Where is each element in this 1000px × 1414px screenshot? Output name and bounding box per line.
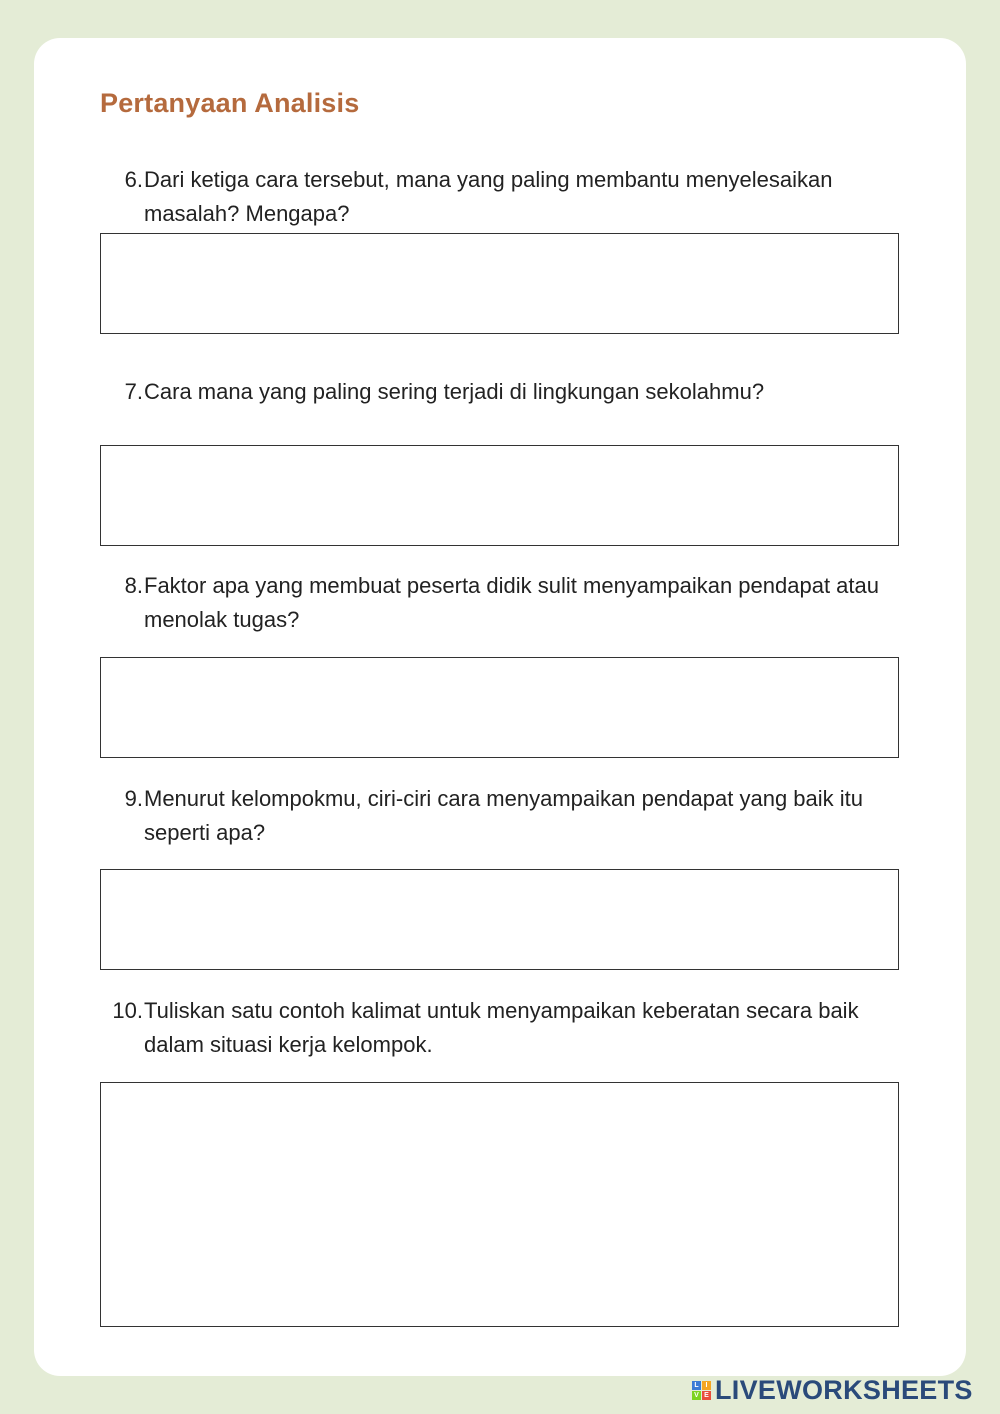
brand-name: LIVEWORKSHEETS: [715, 1374, 973, 1405]
question-text: Dari ketiga cara tersebut, mana yang paling membantu menyelesaikan masalah? Mengapa?: [144, 167, 833, 226]
answer-box-10[interactable]: [100, 1082, 899, 1327]
question-number: 6.: [124, 167, 143, 192]
liveworksheets-logo-icon: [692, 1381, 711, 1400]
answer-box-9[interactable]: [100, 869, 899, 970]
question-text: Menurut kelompokmu, ciri-ciri cara menyampaikan pendapat yang baik itu seperti apa?: [144, 786, 864, 845]
question-number: 7.: [124, 379, 143, 404]
question-text: Faktor apa yang membuat peserta didik sulit menyampaikan pendapat atau menolak tugas?: [144, 573, 879, 632]
logo-letter: I: [702, 1381, 711, 1390]
question-text: Cara mana yang paling sering terjadi di lingkungan sekolahmu?: [144, 379, 765, 404]
question-text: Tuliskan satu contoh kalimat untuk menyampaikan keberatan secara baik dalam situasi kerja kelompok.: [144, 998, 859, 1057]
logo-letter: V: [692, 1391, 701, 1400]
question-number: 8.: [124, 573, 143, 598]
logo-letter: L: [692, 1381, 701, 1390]
answer-box-7[interactable]: [100, 445, 899, 546]
answer-box-8[interactable]: [100, 657, 899, 758]
question-9: [100, 782, 900, 850]
section-title: Pertanyaan Analisis: [100, 88, 360, 118]
answer-box-6[interactable]: [100, 233, 899, 334]
question-number: 9.: [124, 786, 143, 811]
question-6: [100, 163, 900, 231]
question-7: [100, 375, 900, 409]
liveworksheets-brand: [692, 1376, 973, 1404]
question-10: [100, 994, 900, 1062]
question-8: [100, 569, 900, 637]
question-number: 10.: [112, 998, 143, 1023]
logo-letter: E: [702, 1391, 711, 1400]
